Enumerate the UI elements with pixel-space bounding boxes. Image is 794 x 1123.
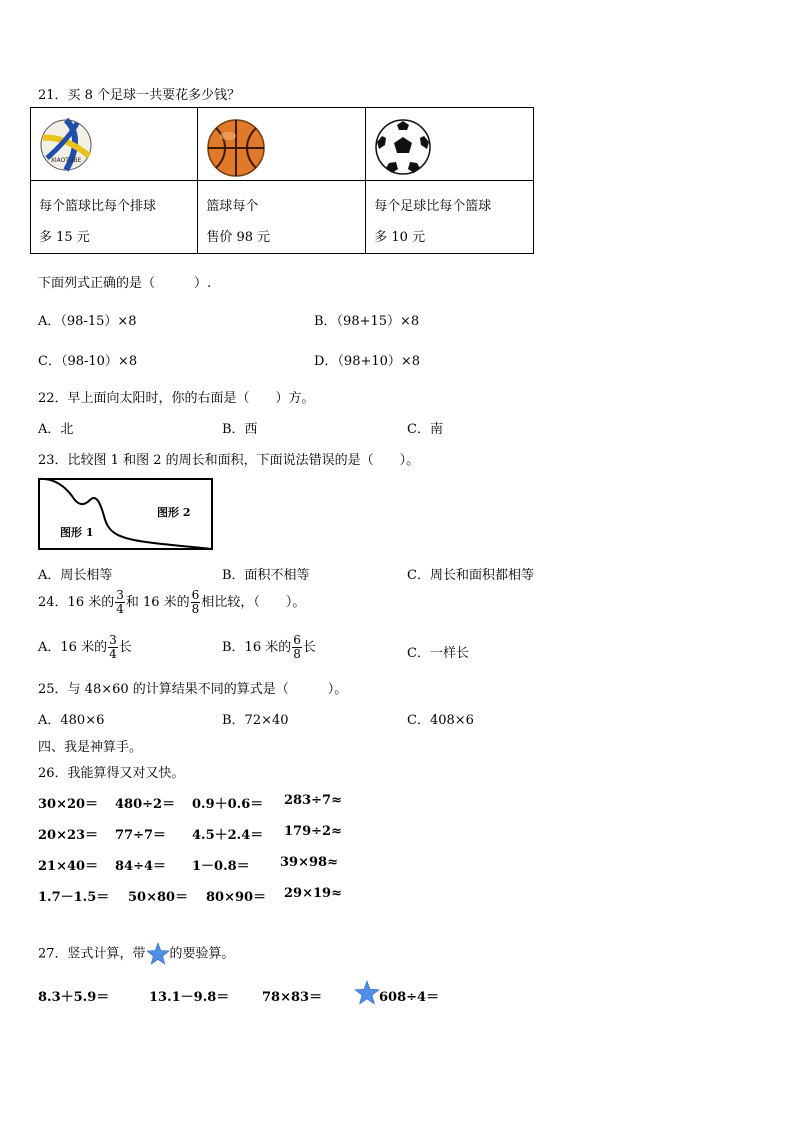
- fraction-numerator: 3: [109, 633, 117, 647]
- section-4-heading: 四、我是神算手。: [38, 740, 143, 755]
- calc-item: 39×98≈: [280, 855, 338, 870]
- football-text-cell: [366, 181, 534, 254]
- calc-item: 283÷7≈: [284, 793, 342, 808]
- calc-item: 84÷4＝: [115, 859, 167, 874]
- vertical-calc-item: 78×83＝: [262, 990, 323, 1005]
- figure-2-label: 图形 2: [157, 506, 191, 519]
- basketball-icon: [206, 118, 266, 178]
- volleyball-text-cell: [31, 181, 198, 254]
- calc-item: 50×80＝: [128, 890, 189, 905]
- vertical-calc-item: 8.3＋5.9＝: [38, 990, 110, 1005]
- q25-title: 25．与 48×60 的计算结果不同的算式是（ ）。: [38, 682, 348, 697]
- calc-item: 30×20＝: [38, 797, 99, 812]
- calc-item: 80×90＝: [206, 890, 267, 905]
- q24-option-b-pre: B．16 米的: [222, 640, 292, 655]
- star-icon: [146, 942, 170, 966]
- calc-item: 1.7－1.5＝: [38, 890, 110, 905]
- vertical-calc-item: 13.1－9.8＝: [149, 990, 230, 1005]
- q24-title: [38, 588, 305, 618]
- q25-option-c[interactable]: C．408×6: [407, 713, 474, 728]
- q21-title: 21．买 8 个足球一共要花多少钱？: [38, 88, 241, 103]
- q21-option-b[interactable]: B．（98+15）×8: [314, 314, 420, 329]
- star-icon: [354, 980, 380, 1006]
- fraction-6-8: [191, 589, 201, 616]
- fraction-3-4: [115, 589, 125, 616]
- football-cell: [366, 108, 534, 181]
- q24-title-post: 相比较，（ ）。: [201, 595, 306, 610]
- basketball-cell: [198, 108, 366, 181]
- cell-line: 多 10 元: [374, 230, 426, 245]
- fraction-3-4: [108, 634, 118, 661]
- q24-option-a-post: 长: [118, 640, 132, 655]
- q24-option-c[interactable]: C．一样长: [407, 646, 469, 661]
- football-icon: [374, 118, 432, 176]
- cell-line: 篮球每个: [206, 199, 259, 214]
- q25-option-b[interactable]: B．72×40: [222, 713, 289, 728]
- calc-item: 20×23＝: [38, 828, 99, 843]
- q23-option-b[interactable]: B．面积不相等: [222, 568, 310, 583]
- calc-item: 480÷2＝: [115, 797, 176, 812]
- fraction-numerator: 6: [191, 588, 200, 602]
- q24-option-a-pre: A．16 米的: [38, 640, 108, 655]
- fraction-numerator: 3: [116, 588, 124, 602]
- q23-option-c[interactable]: C．周长和面积都相等: [407, 568, 534, 583]
- cell-line: 多 15 元: [39, 230, 90, 245]
- calc-item: 1－0.8＝: [192, 859, 250, 874]
- calc-item: 4.5＋2.4＝: [192, 828, 264, 843]
- svg-text:XIAOTUBE: XIAOTUBE: [50, 157, 82, 164]
- cell-line: 每个篮球比每个排球: [39, 199, 157, 214]
- q23-option-a[interactable]: A．周长相等: [38, 568, 113, 583]
- q27-title: [38, 942, 235, 966]
- q21-option-c[interactable]: C．（98-10）×8: [38, 354, 138, 369]
- q21-prompt: 下面列式正确的是（ ）.: [38, 276, 212, 291]
- q24-title-pre: 24．16 米的: [38, 595, 115, 610]
- calc-item: 179÷2≈: [284, 824, 342, 839]
- q22-option-b[interactable]: B．西: [222, 422, 258, 437]
- cell-line: 每个足球比每个篮球: [374, 199, 492, 214]
- fraction-6-8: [292, 634, 302, 661]
- volleyball-icon: [39, 118, 93, 172]
- fraction-denominator: 4: [116, 602, 124, 616]
- q21-option-a[interactable]: A．（98-15）×8: [38, 314, 137, 329]
- basketball-text-cell: [198, 181, 366, 254]
- q23-title: 23．比较图 1 和图 2 的周长和面积，下面说法错误的是（ ）。: [38, 453, 420, 468]
- q24-title-mid: 和 16 米的: [125, 595, 190, 610]
- volleyball-cell: [31, 108, 198, 181]
- q22-option-a[interactable]: A．北: [38, 422, 74, 437]
- calc-item: 77÷7＝: [115, 828, 167, 843]
- q22-title: 22．早上面向太阳时，你的右面是（ ）方。: [38, 391, 315, 406]
- calc-item: 29×19≈: [284, 886, 342, 901]
- fraction-denominator: 8: [191, 602, 200, 616]
- q27-title-post: 的要验算。: [169, 946, 235, 962]
- q24-option-b-post: 长: [302, 640, 316, 655]
- fraction-denominator: 4: [109, 647, 117, 661]
- calc-item: 21×40＝: [38, 859, 99, 874]
- fraction-numerator: 6: [293, 633, 301, 647]
- q27-title-pre: 27．竖式计算，带: [38, 946, 146, 962]
- q24-option-b[interactable]: [222, 633, 316, 663]
- q25-option-a[interactable]: A．480×6: [38, 713, 105, 728]
- ball-price-table: [30, 107, 534, 254]
- q26-title: 26．我能算得又对又快。: [38, 766, 185, 781]
- q22-option-c[interactable]: C．南: [407, 422, 443, 437]
- calc-item: 0.9＋0.6＝: [192, 797, 264, 812]
- q24-option-a[interactable]: [38, 633, 132, 663]
- vertical-calc-item: 608÷4＝: [379, 990, 440, 1005]
- cell-line: 售价 98 元: [206, 230, 271, 245]
- q21-option-d[interactable]: D．（98+10）×8: [314, 354, 421, 369]
- figure-1-label: 图形 1: [60, 526, 94, 539]
- fraction-denominator: 8: [293, 647, 301, 661]
